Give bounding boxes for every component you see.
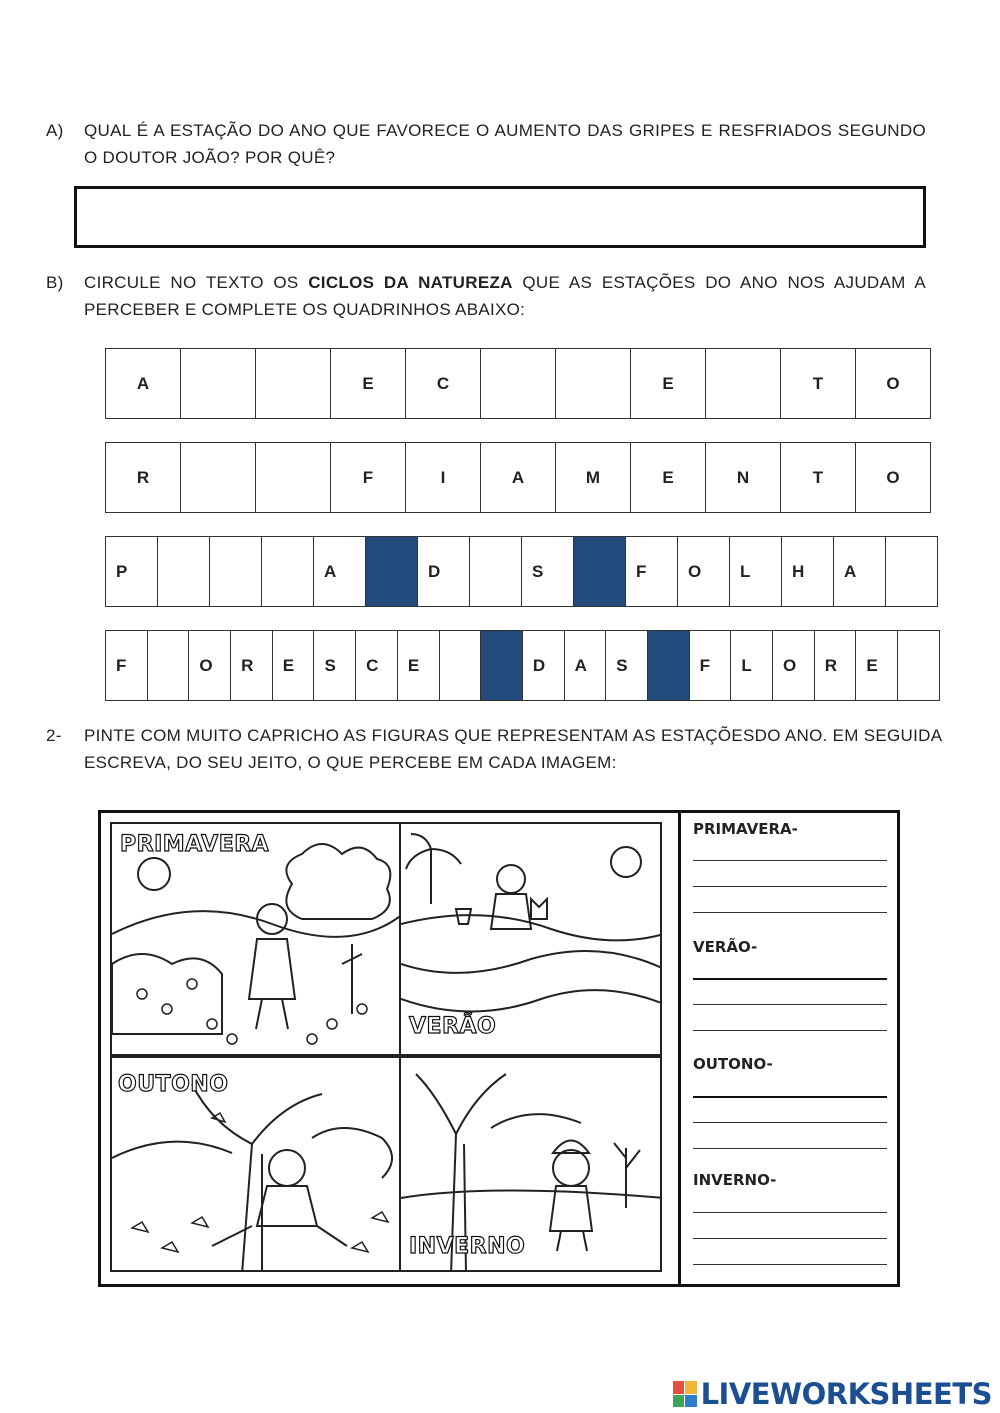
puzzle-row-2 xyxy=(105,442,931,513)
puzzle-cell-letter[interactable]: E xyxy=(856,631,898,701)
puzzle-cell-letter[interactable]: E xyxy=(398,631,440,701)
puzzle-cell-letter[interactable]: N xyxy=(706,443,781,513)
answer-line[interactable] xyxy=(693,978,887,980)
question-a xyxy=(46,117,926,171)
puzzle-cell-empty[interactable] xyxy=(158,537,210,607)
puzzle-cell-letter[interactable]: E xyxy=(631,443,706,513)
puzzle-cell-empty[interactable] xyxy=(470,537,522,607)
puzzle-cell-empty[interactable] xyxy=(898,631,940,701)
puzzle-cell-blocked xyxy=(648,631,690,701)
label-primavera: PRIMAVERA- xyxy=(693,820,798,838)
puzzle-cell-letter[interactable]: M xyxy=(556,443,631,513)
question-a-number: A) xyxy=(46,121,64,140)
puzzle-cell-letter[interactable]: R xyxy=(231,631,273,701)
puzzle-cell-empty[interactable] xyxy=(481,349,556,419)
answer-line[interactable] xyxy=(693,1030,887,1031)
scene-title-verao: VERÃO xyxy=(409,1014,497,1039)
puzzle-cell-letter[interactable]: P xyxy=(106,537,158,607)
puzzle-cell-blocked xyxy=(574,537,626,607)
answer-line[interactable] xyxy=(693,860,887,861)
puzzle-cell-letter[interactable]: E xyxy=(273,631,315,701)
puzzle-cell-letter[interactable]: O xyxy=(773,631,815,701)
puzzle-cell-letter[interactable]: O xyxy=(856,349,931,419)
puzzle-cell-letter[interactable]: A xyxy=(481,443,556,513)
puzzle-cell-letter[interactable]: A xyxy=(834,537,886,607)
puzzle-cell-empty[interactable] xyxy=(256,443,331,513)
puzzle-cell-empty[interactable] xyxy=(181,443,256,513)
puzzle-cell-letter[interactable]: L xyxy=(730,537,782,607)
puzzle-cell-empty[interactable] xyxy=(886,537,938,607)
puzzle-cell-letter[interactable]: T xyxy=(781,349,856,419)
puzzle-cell-letter[interactable]: S xyxy=(606,631,648,701)
puzzle-cell-empty[interactable] xyxy=(262,537,314,607)
puzzle-cell-letter[interactable]: R xyxy=(106,443,181,513)
puzzle-cell-empty[interactable] xyxy=(440,631,482,701)
puzzle-cell-letter[interactable]: A xyxy=(565,631,607,701)
puzzle-cell-letter[interactable]: H xyxy=(782,537,834,607)
puzzle-cell-letter[interactable]: F xyxy=(626,537,678,607)
question-2 xyxy=(46,722,946,776)
panel-verao[interactable] xyxy=(399,822,662,1056)
question-b-text: CIRCULE NO TEXTO OS CICLOS DA NATUREZA QUE AS ESTAÇÕES DO ANO NOS AJUDAM A PERCEBER E COMPLETE OS QUADRINHOS ABAIXO: xyxy=(84,273,926,319)
question-2-number: 2- xyxy=(46,726,62,745)
puzzle-cell-letter[interactable]: A xyxy=(106,349,181,419)
panel-primavera[interactable] xyxy=(110,822,401,1056)
question-b-number: B) xyxy=(46,273,64,292)
puzzle-cell-letter[interactable]: O xyxy=(678,537,730,607)
answer-line[interactable] xyxy=(693,1004,887,1005)
answer-line[interactable] xyxy=(693,1212,887,1213)
puzzle-cell-blocked xyxy=(366,537,418,607)
puzzle-cell-letter[interactable]: F xyxy=(331,443,406,513)
question-b xyxy=(46,269,926,323)
label-outono: OUTONO- xyxy=(693,1055,773,1073)
panel-outono[interactable] xyxy=(110,1056,401,1272)
puzzle-cell-letter[interactable]: O xyxy=(189,631,231,701)
answer-line[interactable] xyxy=(693,1096,887,1098)
puzzle-cell-letter[interactable]: D xyxy=(523,631,565,701)
puzzle-cell-empty[interactable] xyxy=(556,349,631,419)
answer-line[interactable] xyxy=(693,912,887,913)
scene-title-primavera: PRIMAVERA xyxy=(120,832,270,857)
spring-illustration xyxy=(112,824,401,1056)
puzzle-cell-empty[interactable] xyxy=(210,537,262,607)
scene-title-outono: OUTONO xyxy=(118,1072,229,1097)
answer-a-input[interactable] xyxy=(74,186,926,248)
puzzle-cell-letter[interactable]: S xyxy=(522,537,574,607)
answer-line[interactable] xyxy=(693,1148,887,1149)
answer-line[interactable] xyxy=(693,886,887,887)
puzzle-row-1 xyxy=(105,348,931,419)
logo-badge-icon xyxy=(673,1381,697,1407)
answer-line[interactable] xyxy=(693,1264,887,1265)
question-b-bold: CICLOS DA NATUREZA xyxy=(308,273,513,292)
puzzle-cell-letter[interactable]: I xyxy=(406,443,481,513)
answer-line[interactable] xyxy=(693,1122,887,1123)
puzzle-cell-letter[interactable]: E xyxy=(631,349,706,419)
puzzle-cell-letter[interactable]: C xyxy=(356,631,398,701)
scene-title-inverno: INVERNO xyxy=(409,1234,526,1259)
puzzle-cell-blocked xyxy=(481,631,523,701)
answer-panel xyxy=(678,812,900,1284)
puzzle-cell-letter[interactable]: O xyxy=(856,443,931,513)
puzzle-cell-letter[interactable]: A xyxy=(314,537,366,607)
logo-text: LIVEWORKSHEETS xyxy=(700,1377,992,1411)
puzzle-cell-letter[interactable]: T xyxy=(781,443,856,513)
puzzle-row-4 xyxy=(105,630,940,701)
question-2-text: PINTE COM MUITO CAPRICHO AS FIGURAS QUE REPRESENTAM AS ESTAÇÕESDO ANO. EM SEGUIDA ESCREVA, DO SEU JEITO, O QUE PERCEBE EM CADA IMAGEM: xyxy=(84,726,942,772)
label-verao: VERÃO- xyxy=(693,938,758,956)
answer-line[interactable] xyxy=(693,1238,887,1239)
puzzle-cell-letter[interactable]: L xyxy=(731,631,773,701)
puzzle-cell-empty[interactable] xyxy=(256,349,331,419)
puzzle-cell-empty[interactable] xyxy=(181,349,256,419)
puzzle-row-3 xyxy=(105,536,938,607)
puzzle-cell-letter[interactable]: E xyxy=(331,349,406,419)
puzzle-cell-letter[interactable]: D xyxy=(418,537,470,607)
puzzle-cell-letter[interactable]: C xyxy=(406,349,481,419)
puzzle-cell-letter[interactable]: R xyxy=(815,631,857,701)
puzzle-cell-letter[interactable]: S xyxy=(314,631,356,701)
question-a-text: QUAL É A ESTAÇÃO DO ANO QUE FAVORECE O AUMENTO DAS GRIPES E RESFRIADOS SEGUNDO O DOUTOR JOÃO? POR QUÊ? xyxy=(84,121,926,167)
liveworksheets-logo[interactable] xyxy=(673,1377,992,1411)
puzzle-cell-empty[interactable] xyxy=(706,349,781,419)
panel-inverno[interactable] xyxy=(399,1056,662,1272)
puzzle-cell-letter[interactable]: F xyxy=(106,631,148,701)
puzzle-cell-letter[interactable]: F xyxy=(690,631,732,701)
puzzle-cell-empty[interactable] xyxy=(148,631,190,701)
label-inverno: INVERNO- xyxy=(693,1171,777,1189)
